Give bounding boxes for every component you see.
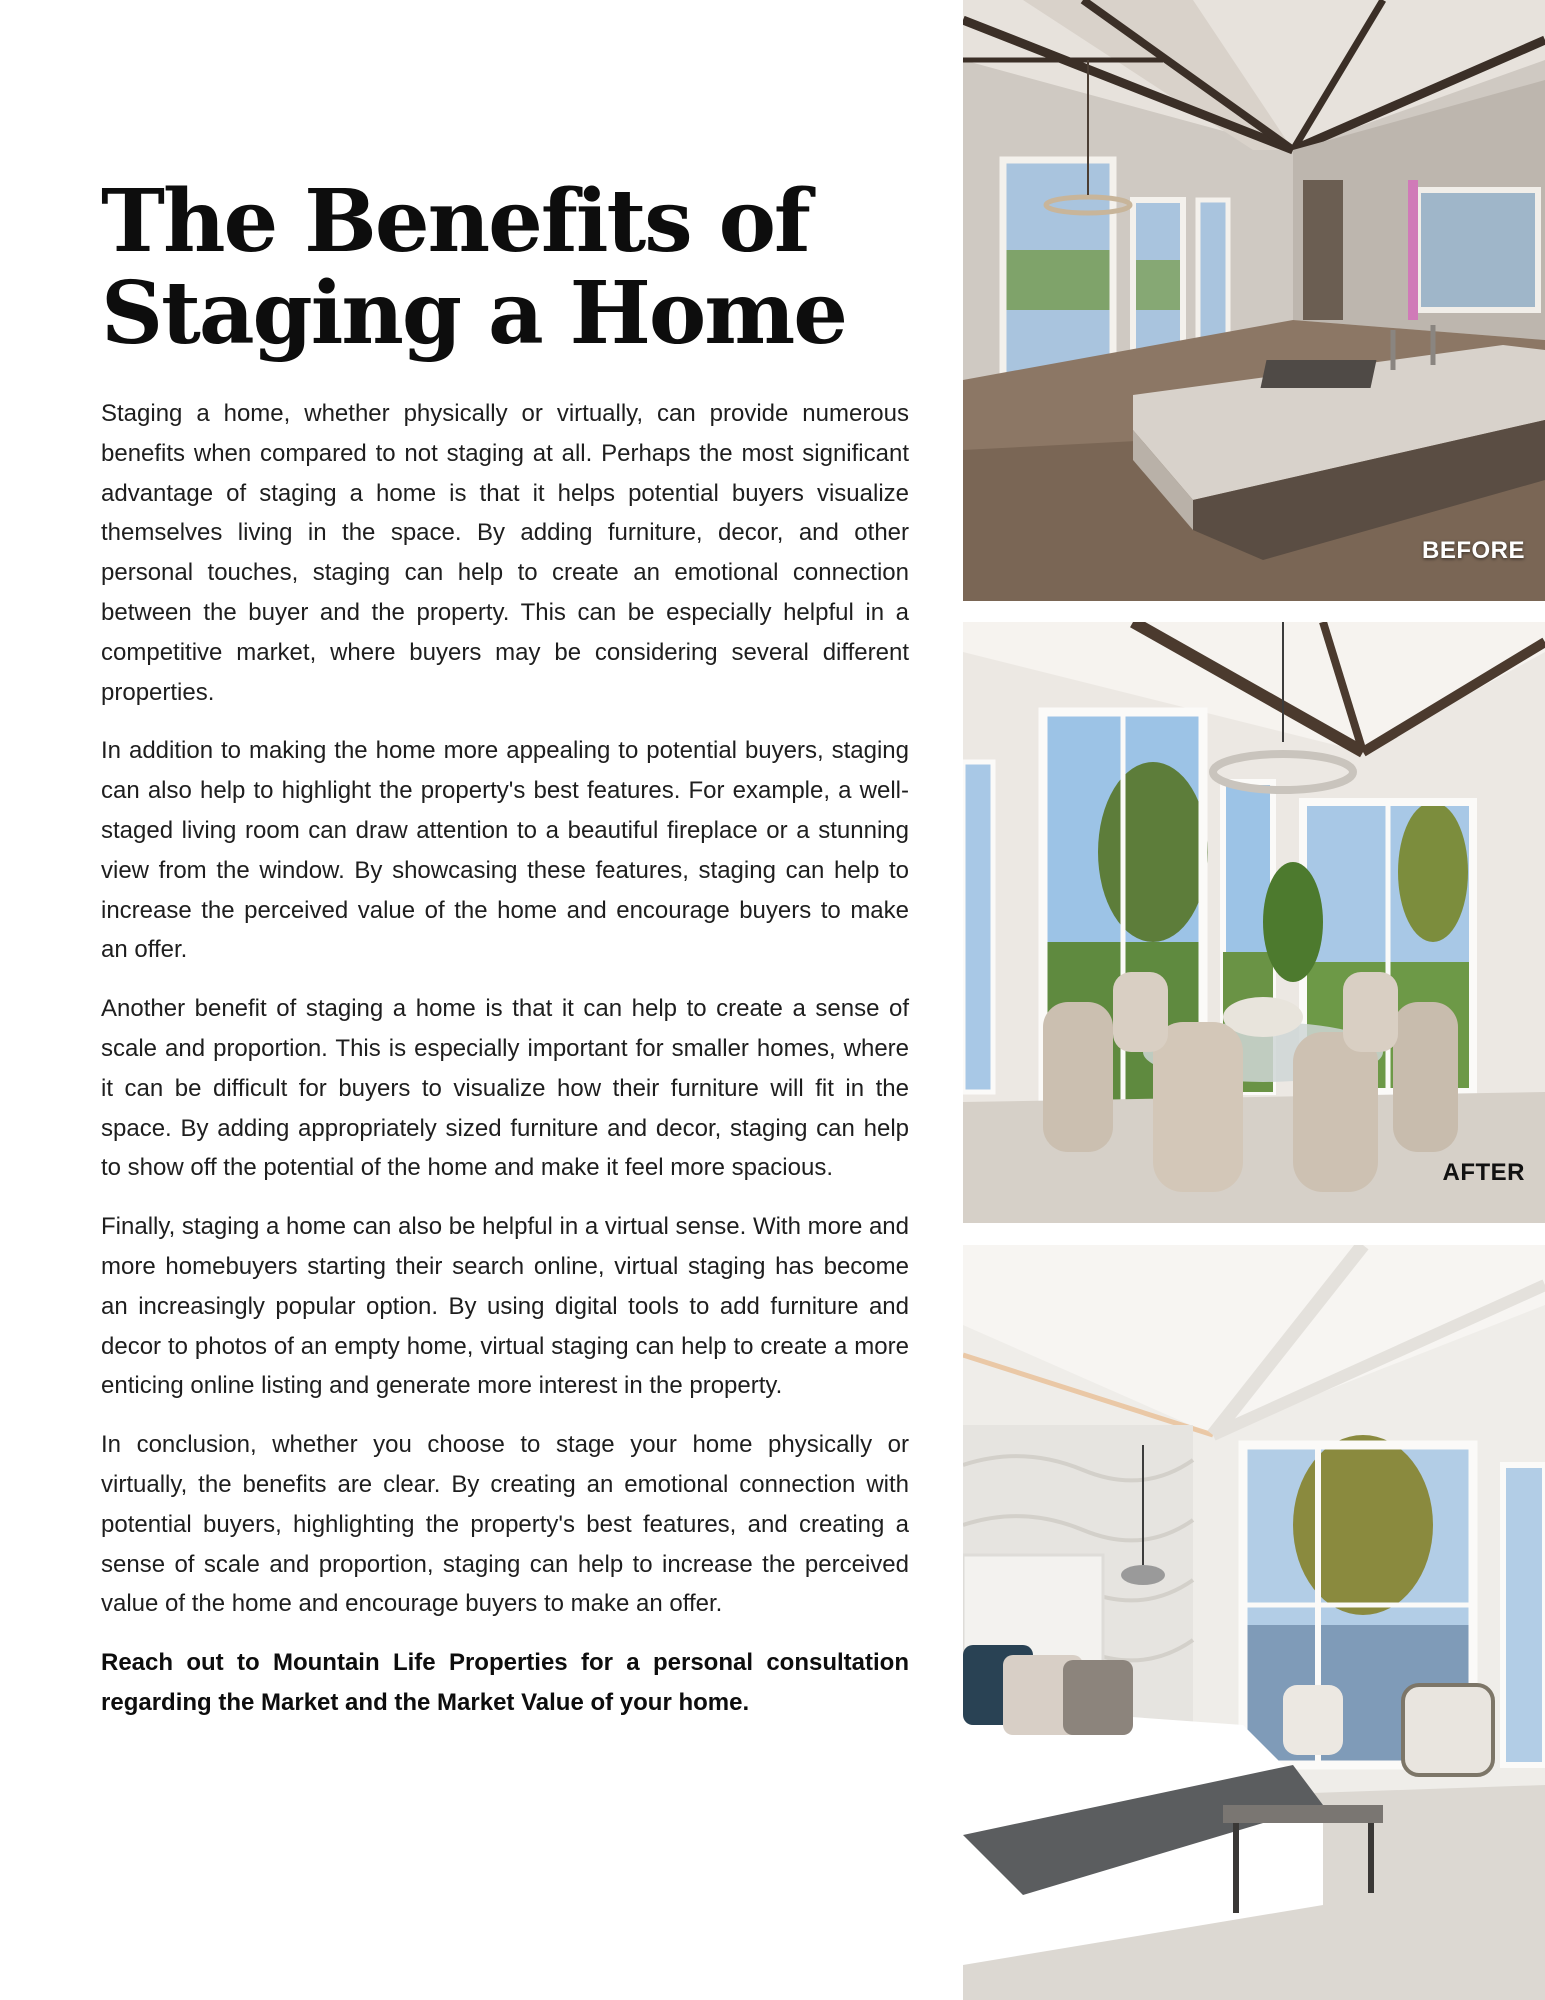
before-photo (963, 0, 1545, 601)
title-line-2: Staging a Home (101, 263, 846, 364)
paragraph-conclusion: In conclusion, whether you choose to stage your home physically or virtually, the benefits are clear. By creating an emotional connection with potential buyers, highlighting the property's best features, and creating a sense of scale and proportion, staging can help to increase the perceived value of the home and encourage buyers to make an offer. (101, 1431, 909, 1618)
paragraph-scale: Another benefit of staging a home is that it can help to create a sense of scale and proportion. This is especially important for smaller homes, where it can be difficult for buyers to visualize how their furniture will fit in the space. By adding appropriately sized furniture and decor, staging can help to show off the potential of the home and make it feel more spacious. (101, 995, 909, 1182)
article (101, 171, 909, 1742)
bedroom-staged-image (963, 1245, 1545, 2000)
call-to-action: Reach out to Mountain Life Properties for a personal consultation regarding the Market and the Market Value of your home. (101, 1649, 909, 1716)
paragraph-virtual: Finally, staging a home can also be helpful in a virtual sense. With more and more homebuyers starting their search online, virtual staging has become an increasingly popular option. By using digital tools to add furniture and decor to photos of an empty home, virtual staging can help to create a more enticing online listing and generate more interest in the property. (101, 1213, 909, 1400)
paragraph-features: In addition to making the home more appealing to potential buyers, staging can also help to highlight the property's best features. For example, a well-staged living room can draw attention to a beautiful fireplace or a stunning view from the window. By showcasing these features, staging can help to increase the perceived value of the home and encourage buyers to make an offer. (101, 737, 909, 964)
title-line-1: The Benefits of (101, 171, 809, 272)
paragraph-intro: Staging a home, whether physically or virtually, can provide numerous benefits when compared to not staging at all. Perhaps the most significant advantage of staging a home is that it helps potential buyers visualize themselves living in the space. By adding furniture, decor, and other personal touches, staging can help to create an emotional connection between the buyer and the property. This can be especially helpful in a competitive market, where buyers may be considering several different properties. (101, 400, 909, 706)
after-label: AFTER (1442, 1159, 1525, 1186)
after-photo (963, 622, 1545, 1223)
before-label: BEFORE (1421, 537, 1525, 564)
page-title (101, 171, 909, 364)
bedroom-photo (963, 1245, 1545, 2000)
dining-room-staged-image (963, 622, 1545, 1223)
kitchen-empty-image (963, 0, 1545, 601)
